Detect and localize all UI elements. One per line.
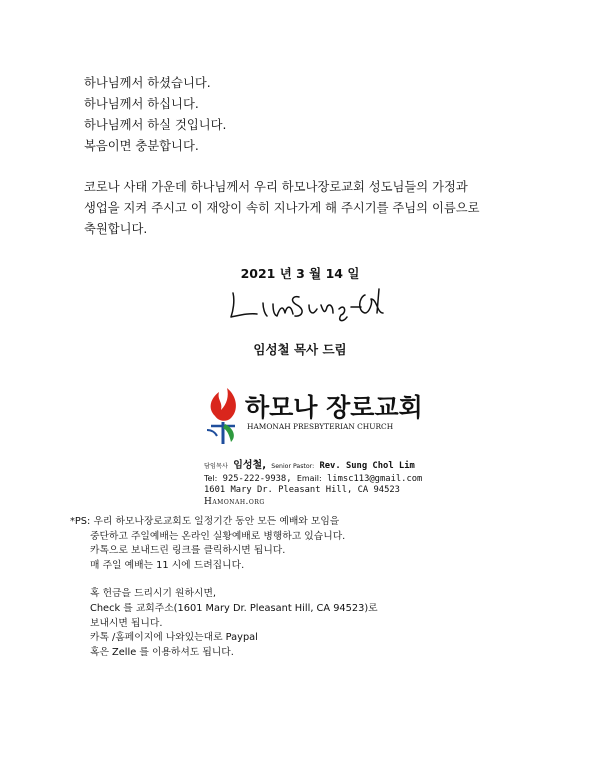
ps-line: 중단하고 주일예배는 온라인 실황예배로 병행하고 있습니다.: [90, 530, 346, 542]
offering-line: 혹은 Zelle 를 이용하셔도 됩니다.: [90, 646, 234, 658]
offering-line: Check 를 교회주소(1601 Mary Dr. Pleasant Hill, CA 94523)로: [90, 602, 378, 614]
sign-off: 임성철 목사 드림: [253, 342, 347, 357]
church-website: Hamonah.org: [204, 496, 265, 507]
blessing-line: 생업을 지켜 주시고 이 재앙이 속히 지나가게 해 주시기를 주님의 이름으로: [84, 201, 480, 215]
ps-line: *PS: 우리 하모나장로교회도 일정기간 동안 모든 예배와 모임을: [70, 516, 340, 527]
letter-date: 2021 년 3 월 14 일: [240, 266, 360, 281]
church-address: 1601 Mary Dr. Pleasant Hill, CA 94523: [204, 485, 400, 495]
svg-text:HAMONAH PRESBYTERIAN CHURCH: HAMONAH PRESBYTERIAN CHURCH: [247, 422, 394, 431]
offering-line: 보내시면 됩니다.: [90, 617, 163, 629]
blessing-line: 축원합니다.: [84, 222, 148, 236]
flame-cross-emblem: [207, 388, 236, 444]
blessing-line: 코로나 사태 가운데 하나님께서 우리 하모나장로교회 성도님들의 가정과: [84, 180, 468, 194]
intro-line: 하나님께서 하셨습니다.: [84, 76, 211, 90]
phone-number: 925-222-9938,: [222, 473, 292, 484]
intro-line: 복음이면 충분합니다.: [84, 139, 199, 153]
intro-line: 하나님께서 하실 것입니다.: [84, 118, 227, 132]
intro-line: 하나님께서 하십니다.: [84, 97, 199, 111]
email-address: limsc113@gmail.com: [327, 473, 423, 484]
pastor-name-en: Rev. Sung Chol Lim: [319, 461, 415, 471]
svg-text:하모나 장로교회: 하모나 장로교회: [245, 393, 423, 422]
offering-line: 카톡 /홈페이지에 나와있는대로 Paypal: [90, 632, 258, 644]
postscript: [70, 515, 378, 660]
handwritten-signature: [227, 283, 387, 323]
ps-line: 카톡으로 보내드린 링크를 클릭하시면 됩니다.: [90, 545, 286, 557]
offering-line: 혹 헌금을 드리시기 원하시면,: [90, 588, 217, 600]
blessing-paragraph: [84, 177, 544, 240]
church-logo: [201, 386, 427, 456]
ps-line: 매 주일 예배는 11 시에 드려집니다.: [90, 559, 245, 571]
contact-block: 담임목사 임성철, Senior Pastor: Rev. Sung Chol Lim Tel: 925-222-9938, Email: limsc113@gmail.com 1601 Mary Dr. Pleasant Hill, CA 94523 Hamonah.org: [204, 460, 423, 507]
